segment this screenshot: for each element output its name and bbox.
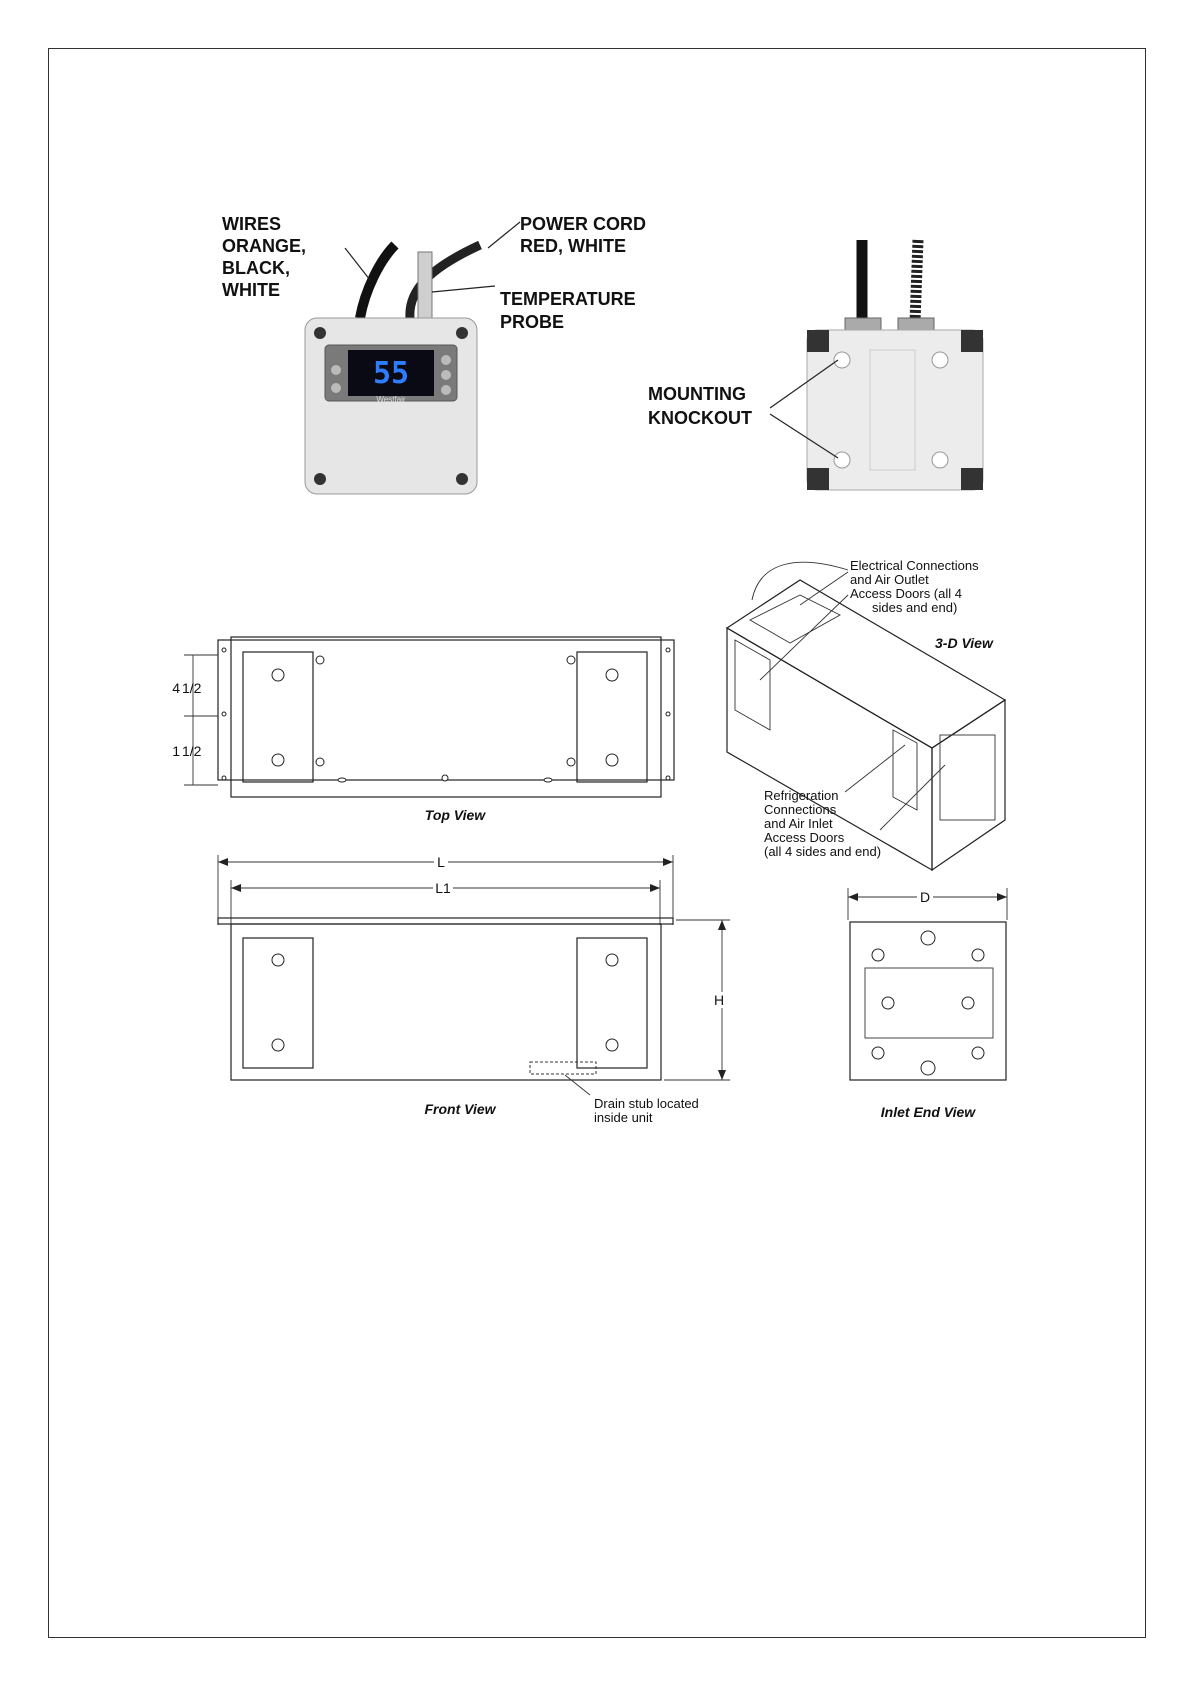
end-hole	[921, 1061, 935, 1075]
knockout-hole	[834, 352, 850, 368]
keyhole-slot	[567, 656, 575, 664]
standby-button-icon	[441, 385, 451, 395]
flange-hole	[222, 776, 226, 780]
knockout-hole	[932, 452, 948, 468]
end-hole	[962, 997, 974, 1009]
arrow-left-icon	[231, 884, 241, 892]
dim-L-label: L	[437, 854, 445, 870]
leader-line	[800, 572, 848, 605]
keyhole-slot	[567, 758, 575, 766]
door-hole	[272, 954, 284, 966]
arrow-left-icon	[218, 858, 228, 866]
leader-line	[760, 595, 848, 680]
leader-line	[565, 1075, 590, 1095]
wire-cable	[360, 245, 395, 318]
flange-hole	[666, 776, 670, 780]
flange-hole	[222, 712, 226, 716]
three-d-view	[727, 558, 1005, 870]
door-hole	[272, 754, 284, 766]
knockout-hole	[932, 352, 948, 368]
front-view-body	[231, 924, 661, 1080]
end-hole	[872, 1047, 884, 1059]
slot-hole	[338, 778, 346, 782]
temperature-probe-label: TEMPERATURE PROBE	[500, 289, 636, 332]
temperature-display: 55	[372, 356, 410, 391]
arrow-right-icon	[663, 858, 673, 866]
flange-hole	[666, 648, 670, 652]
flange-hole	[222, 648, 226, 652]
power-button-icon	[331, 365, 341, 375]
arrow-left-icon	[848, 893, 858, 901]
screw-icon	[456, 327, 468, 339]
arrow-down-icon	[718, 1070, 726, 1080]
door-hole	[606, 669, 618, 681]
flange-hole	[666, 712, 670, 716]
inlet-end-view-title: Inlet End View	[880, 1104, 976, 1120]
center-hole	[442, 775, 448, 781]
keyhole-slot	[316, 656, 324, 664]
inlet-end-view	[848, 888, 1007, 1120]
power-cord-label: POWER CORD RED, WHITE	[520, 214, 646, 256]
leader-line	[880, 765, 945, 830]
leader-line	[752, 562, 848, 600]
dim-H-label: H	[713, 992, 725, 1008]
outlet-door-top	[750, 595, 840, 643]
outlet-door-side	[735, 640, 770, 730]
controller-photo	[222, 214, 651, 494]
controller-enclosure	[305, 318, 477, 494]
corner-foot	[807, 330, 829, 352]
electrical-connections-note: Electrical Connections and Air Outlet Access Doors (all 4 sides and end)	[850, 558, 979, 615]
screw-icon	[314, 327, 326, 339]
arrow-right-icon	[650, 884, 660, 892]
front-view-flange	[218, 918, 673, 924]
leader-line	[845, 745, 905, 792]
enclosure-back	[807, 330, 983, 490]
end-hole	[972, 1047, 984, 1059]
front-view	[218, 854, 732, 1125]
screw-icon	[314, 473, 326, 485]
corner-foot	[961, 330, 983, 352]
end-hole	[872, 949, 884, 961]
refrigeration-connections-note: Refrigeration Connections and Air Inlet Access Doors (all 4 sides and end)	[764, 788, 882, 859]
arrow-right-icon	[997, 893, 1007, 901]
brand-text: Westfair	[376, 395, 406, 404]
dim-D-label: D	[919, 889, 931, 905]
knockout-hole	[834, 452, 850, 468]
end-hole	[972, 949, 984, 961]
dim-upper-label: 4	[172, 680, 180, 696]
door-hole	[272, 1039, 284, 1051]
box-end-face	[932, 700, 1005, 870]
controller-back-photo	[648, 240, 983, 490]
cable-right	[915, 240, 918, 322]
dim-upper-fraction: 1/2	[182, 680, 202, 696]
mounting-knockout-label: MOUNTING KNOCKOUT	[648, 384, 752, 428]
slot-hole	[544, 778, 552, 782]
down-button-icon	[441, 370, 451, 380]
door-hole	[606, 754, 618, 766]
end-hole	[921, 931, 935, 945]
box-top-face	[727, 580, 1005, 748]
dim-L1-label: L1	[435, 880, 451, 896]
end-hole	[882, 997, 894, 1009]
top-view-body	[231, 637, 661, 797]
keyhole-slot	[316, 758, 324, 766]
screw-icon	[456, 473, 468, 485]
corner-foot	[807, 468, 829, 490]
corner-foot	[961, 468, 983, 490]
three-d-view-title: 3-D View	[935, 635, 993, 651]
inlet-door-end	[940, 735, 995, 820]
top-view	[172, 637, 674, 823]
door-hole	[606, 954, 618, 966]
top-view-title: Top View	[424, 807, 486, 823]
dim-lower-fraction: 1/2	[182, 743, 202, 759]
dim-lower-label: 1	[172, 743, 180, 759]
door-hole	[606, 1039, 618, 1051]
set-button-icon	[331, 383, 341, 393]
probe-sleeve	[418, 252, 432, 320]
drain-stub-note: Drain stub located inside unit	[594, 1096, 699, 1125]
door-hole	[272, 669, 284, 681]
arrow-up-icon	[718, 920, 726, 930]
inlet-door-side	[893, 730, 917, 810]
wires-label: WIRES ORANGE, BLACK, WHITE	[222, 214, 307, 300]
front-view-title: Front View	[424, 1101, 496, 1117]
up-button-icon	[441, 355, 451, 365]
